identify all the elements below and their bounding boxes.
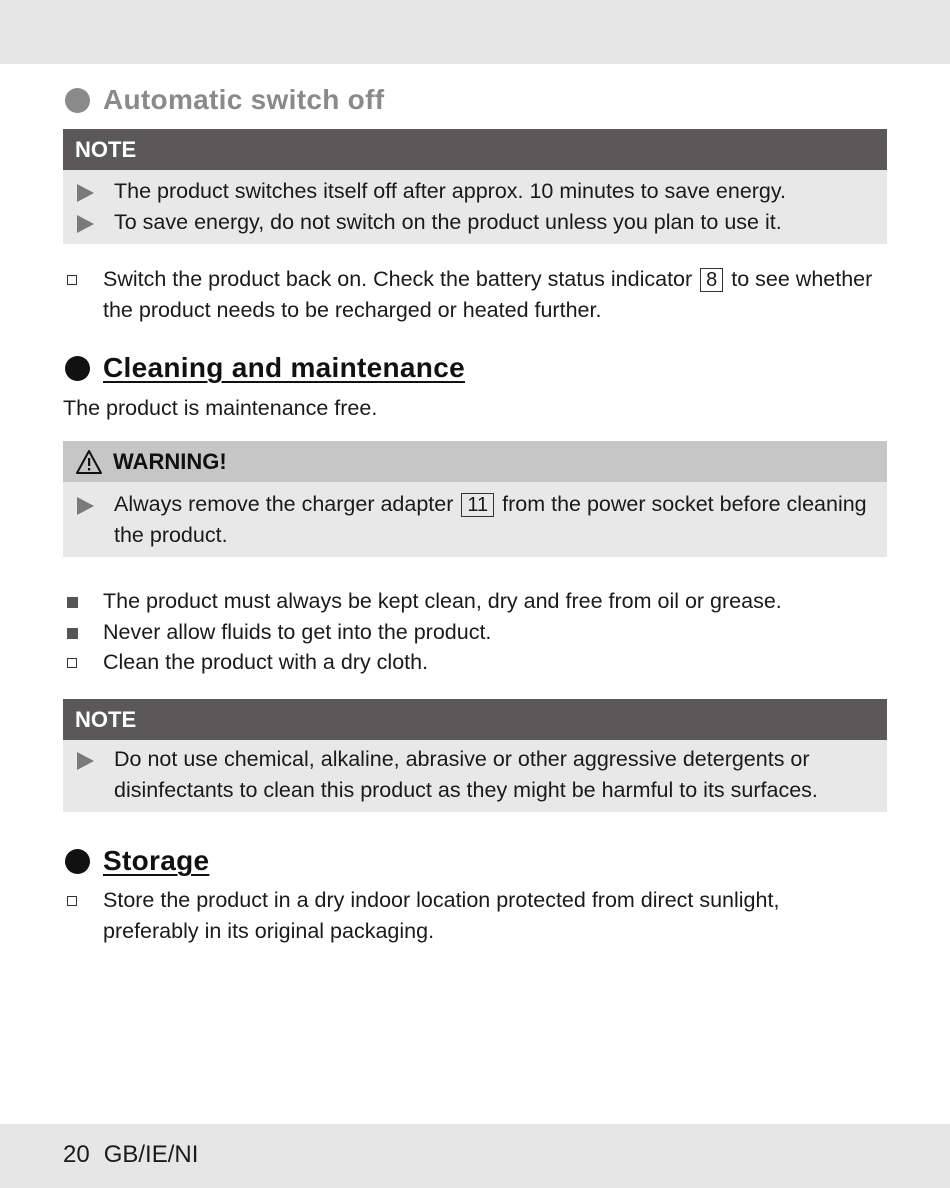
empty-square-icon: [67, 896, 77, 906]
note-box-auto: [63, 129, 887, 244]
section-bullet-icon: [65, 356, 90, 381]
warning-item: Always remove the charger adapter 11 from the power socket before cleaning the product.: [63, 489, 887, 551]
arrow-right-icon: [77, 215, 94, 233]
warning-box: [63, 441, 887, 557]
warning-header: WARNING!: [63, 441, 887, 482]
section-title: Cleaning and maintenance: [103, 352, 465, 383]
warning-triangle-icon: [75, 449, 103, 475]
section-bullet-icon: [65, 849, 90, 874]
note-item: The product switches itself off after approx. 10 minutes to save energy.: [63, 176, 887, 207]
rule-item: Never allow fluids to get into the product.: [63, 617, 887, 648]
empty-square-icon: [67, 275, 77, 285]
section-title: Storage: [103, 845, 210, 876]
intro-text: The product is maintenance free.: [63, 396, 378, 420]
filled-square-icon: [67, 597, 78, 608]
section-heading-storage: [65, 845, 209, 877]
empty-square-icon: [67, 658, 77, 668]
page-footer: [63, 1141, 198, 1169]
arrow-right-icon: [77, 184, 94, 202]
top-band: [0, 0, 950, 64]
action-step: Switch the product back on. Check the battery status indicator 8 to see whether the product needs to be recharged or heated further.: [63, 264, 887, 326]
action-step: Store the product in a dry indoor location protected from direct sunlight, preferably in its original packaging.: [63, 885, 887, 947]
arrow-right-icon: [77, 497, 94, 515]
arrow-right-icon: [77, 752, 94, 770]
reference-number: 8: [700, 268, 723, 292]
rule-item: The product must always be kept clean, dry and free from oil or grease.: [63, 586, 887, 617]
note-box-cleaning: [63, 699, 887, 812]
section-title: Automatic switch off: [103, 84, 385, 115]
region-code: GB/IE/NI: [103, 1141, 199, 1168]
filled-square-icon: [67, 628, 78, 639]
action-step: Clean the product with a dry cloth.: [63, 647, 887, 678]
note-header: NOTE: [63, 129, 887, 170]
page-number: 20: [63, 1141, 90, 1168]
reference-number: 11: [461, 493, 494, 517]
section-heading-automatic-switch-off: [65, 84, 384, 116]
note-item: To save energy, do not switch on the product unless you plan to use it.: [63, 207, 887, 238]
section-bullet-icon: [65, 88, 90, 113]
note-header: NOTE: [63, 699, 887, 740]
note-item: Do not use chemical, alkaline, abrasive or other aggressive detergents or disinfectants to clean this product as they might be harmful to its surfaces.: [63, 744, 887, 806]
section-heading-cleaning: [65, 352, 465, 384]
